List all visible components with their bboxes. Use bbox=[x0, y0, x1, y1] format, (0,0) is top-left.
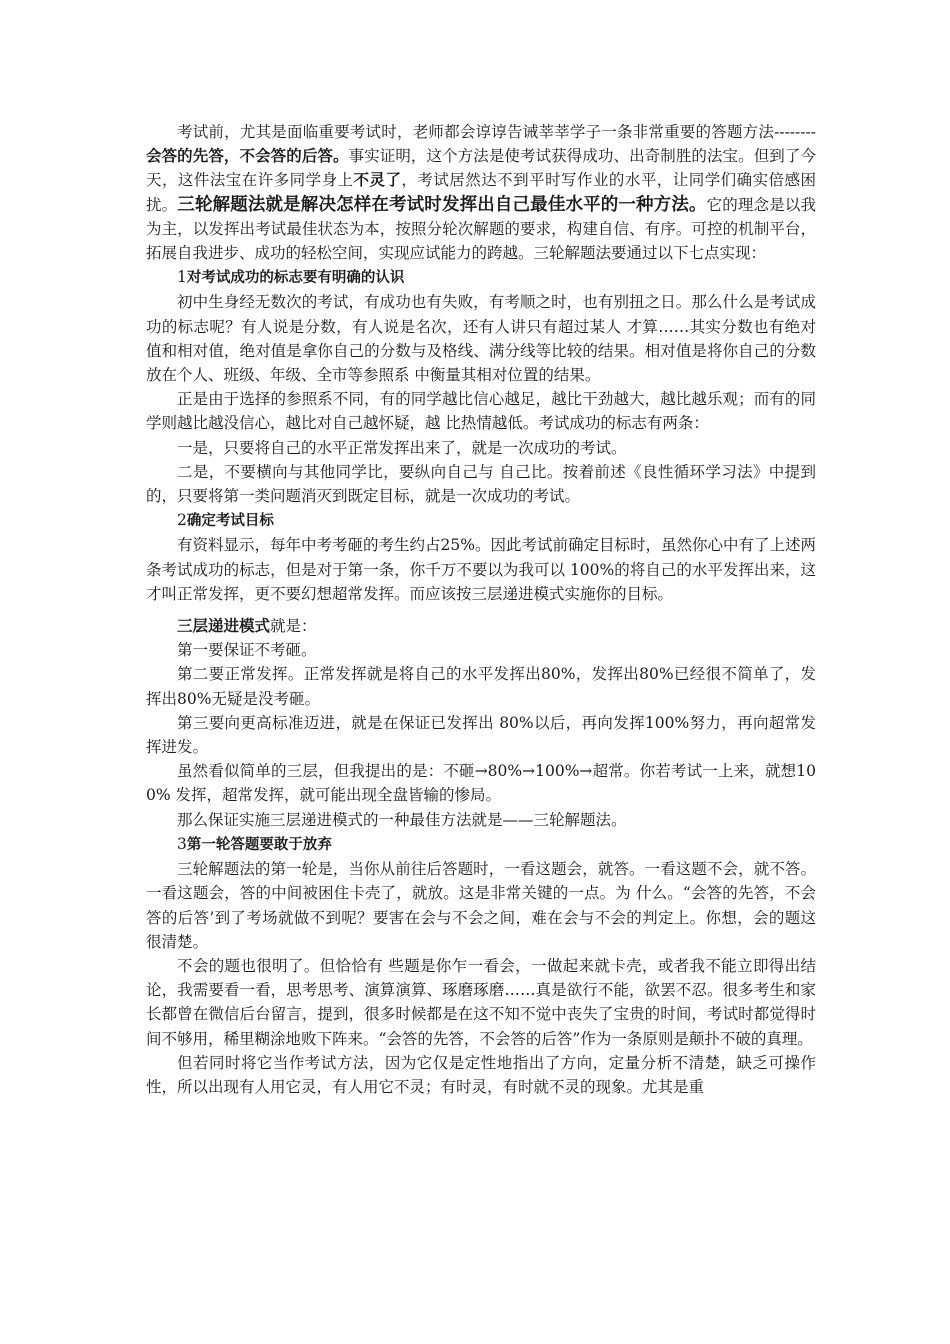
paragraph-text: 不会的题也很明了。但恰恰有 些题是你乍一看会，一做起来就卡壳，或者我不能立即得出结论，我需要看一看，思考思考、演算演算、琢磨琢磨……真是欲行不能，欲罢不忍。很多考生和家长都曾在微信后台留言，提到，很多时候都是在这不知不觉中丧失了宝贵的时间，考试时都觉得时间不够用，稀里糊涂地败下阵来。“会答的先答，不会答的后答”作为一条原则是颠扑不破的真理。 bbox=[146, 956, 816, 1048]
body-paragraph bbox=[146, 808, 816, 832]
paragraph-text: 有资料显示，每年中考考砸的考生约占25%。因此考试前确定目标时，虽然你心中有了上述两条考试成功的标志，但是对于第一条，你千万不要以为我可以 100%的将自己的水平发挥出来，这才叫正常发挥，更不要幻想超常发挥。而应该按三层递进模式实施你的目标。 bbox=[146, 536, 816, 603]
paragraph-text: 虽然看似简单的三层，但我提出的是：不砸→80%→100%→超常。你若考试一上来，就想100% 发挥，超常发挥，就可能出现全盘皆输的惨局。 bbox=[146, 762, 816, 805]
section-heading bbox=[146, 832, 816, 857]
paragraph-text: 正是由于选择的参照系不同，有的同学越比信心越足，越比干劲越大，越比越乐观；而有的同学则越比越没信心，越比对自己越怀疑，越 比热情越低。考试成功的标志有两条： bbox=[146, 390, 816, 433]
body-paragraph bbox=[146, 290, 816, 387]
paragraph-text: 那么保证实施三层递进模式的一种最佳方法就是——三轮解题法。 bbox=[177, 810, 627, 829]
body-paragraph bbox=[146, 387, 816, 435]
body-paragraph bbox=[146, 120, 816, 265]
paragraph-text: 就是： bbox=[270, 617, 317, 636]
paragraph-text: 事实证明，这个方法是使考试获得成功、出奇制胜的法宝。但到了今天，这件法宝在许多同学身上 bbox=[146, 147, 816, 190]
emphasis-text: 会答的先答，不会答的后答。 bbox=[146, 147, 349, 166]
paragraph-text: 第二要正常发挥。正常发挥就是将自己的水平发挥出80%，发挥出80%已经很不简单了，发挥出80%无疑是没考砸。 bbox=[146, 665, 816, 708]
section-heading bbox=[146, 508, 816, 533]
body-paragraph bbox=[146, 662, 816, 710]
paragraph-text: 但若同时将它当作考试方法，因为它仅是定性地指出了方向，定量分析不清楚，缺乏可操作性，所以出现有人用它灵，有人用它不灵；有时灵，有时就不灵的现象。尤其是重 bbox=[146, 1053, 816, 1096]
body-paragraph bbox=[146, 533, 816, 606]
section-number: 2 bbox=[177, 511, 187, 530]
emphasis-text: 不灵了 bbox=[353, 171, 402, 190]
section-heading bbox=[146, 265, 816, 290]
body-paragraph bbox=[146, 954, 816, 1051]
section-number: 3 bbox=[177, 834, 187, 853]
body-paragraph bbox=[146, 711, 816, 759]
paragraph-text: 它的理念是以我为主，以发挥出考试最佳状态为本，按照分轮次解题的要求，构建自信、有序。可控的机制平台，拓展自我进步、成功的轻松空间，实现应试能力的跨越。三轮解题法要通过以下七点实现： bbox=[146, 195, 816, 263]
paragraph-text: 第三要向更高标准迈进，就是在保证已发挥出 80%以后，再向发挥100%努力，再向超常发挥进发。 bbox=[146, 713, 816, 757]
paragraph-text: ，考试居然达不到平时写作业的水平，让同学们确实倍感困扰。 bbox=[146, 171, 816, 214]
section-title: 确定考试目标 bbox=[186, 513, 274, 530]
body-paragraph bbox=[146, 857, 816, 954]
paragraph-text: 考试前，尤其是面临重要考试时，老师都会谆谆告诫莘莘学子一条非常重要的答题方法-------- bbox=[177, 123, 816, 141]
emphasis-text: 三层递进模式 bbox=[177, 617, 271, 636]
paragraph-text: 一是，只要将自己的水平正常发挥出来了，就是一次成功的考试。 bbox=[177, 438, 627, 457]
body-paragraph bbox=[146, 638, 816, 662]
section-title: 第一轮答题要敢于放弃 bbox=[186, 836, 332, 853]
section-title: 对考试成功的标志要有明确的认识 bbox=[186, 270, 405, 287]
body-paragraph bbox=[146, 436, 816, 460]
paragraph-text: 第一要保证不考砸。 bbox=[177, 641, 317, 660]
section-number: 1 bbox=[177, 268, 187, 287]
document-page bbox=[146, 120, 816, 1099]
paragraph-text: 初中生身经无数次的考试，有成功也有失败，有考顺之时，也有别扭之日。那么什么是考试成功的标志呢？有人说是分数，有人说是名次，还有人讲只有超过某人 才算……其实分数也有绝对值和相对值，绝对值是拿你自己的分数与及格线、满分线等比较的结果。相对值是将你自己的分数放在个人、班级、年级、全市等参照系 中衡量其相对位置的结果。 bbox=[146, 293, 816, 385]
paragraph-text: 三轮解题法的第一轮是，当你从前往后答题时，一看这题会，就答。一看这题不会，就不答。一看这题会，答的中间被困住卡壳了，就放。这是非常关键的一点。为 什么。“会答的先答，不会答的后答’到了考场就做不到呢？要害在会与不会之间，难在会与不会的判定上。你想，会的题这很清楚。 bbox=[146, 860, 816, 951]
body-paragraph bbox=[146, 460, 816, 508]
paragraph-text: 二是，不要横向与其他同学比，要纵向自己与 自己比。按着前述《良性循环学习法》中提到的，只要将第一类问题消灭到既定目标，就是一次成功的考试。 bbox=[146, 462, 816, 506]
body-paragraph bbox=[146, 1051, 816, 1099]
body-paragraph bbox=[146, 759, 816, 807]
emphasis-text: 三轮解题法就是解决怎样在考试时发挥出自己最佳水平的一种方法。 bbox=[177, 194, 707, 215]
body-paragraph bbox=[146, 614, 816, 638]
